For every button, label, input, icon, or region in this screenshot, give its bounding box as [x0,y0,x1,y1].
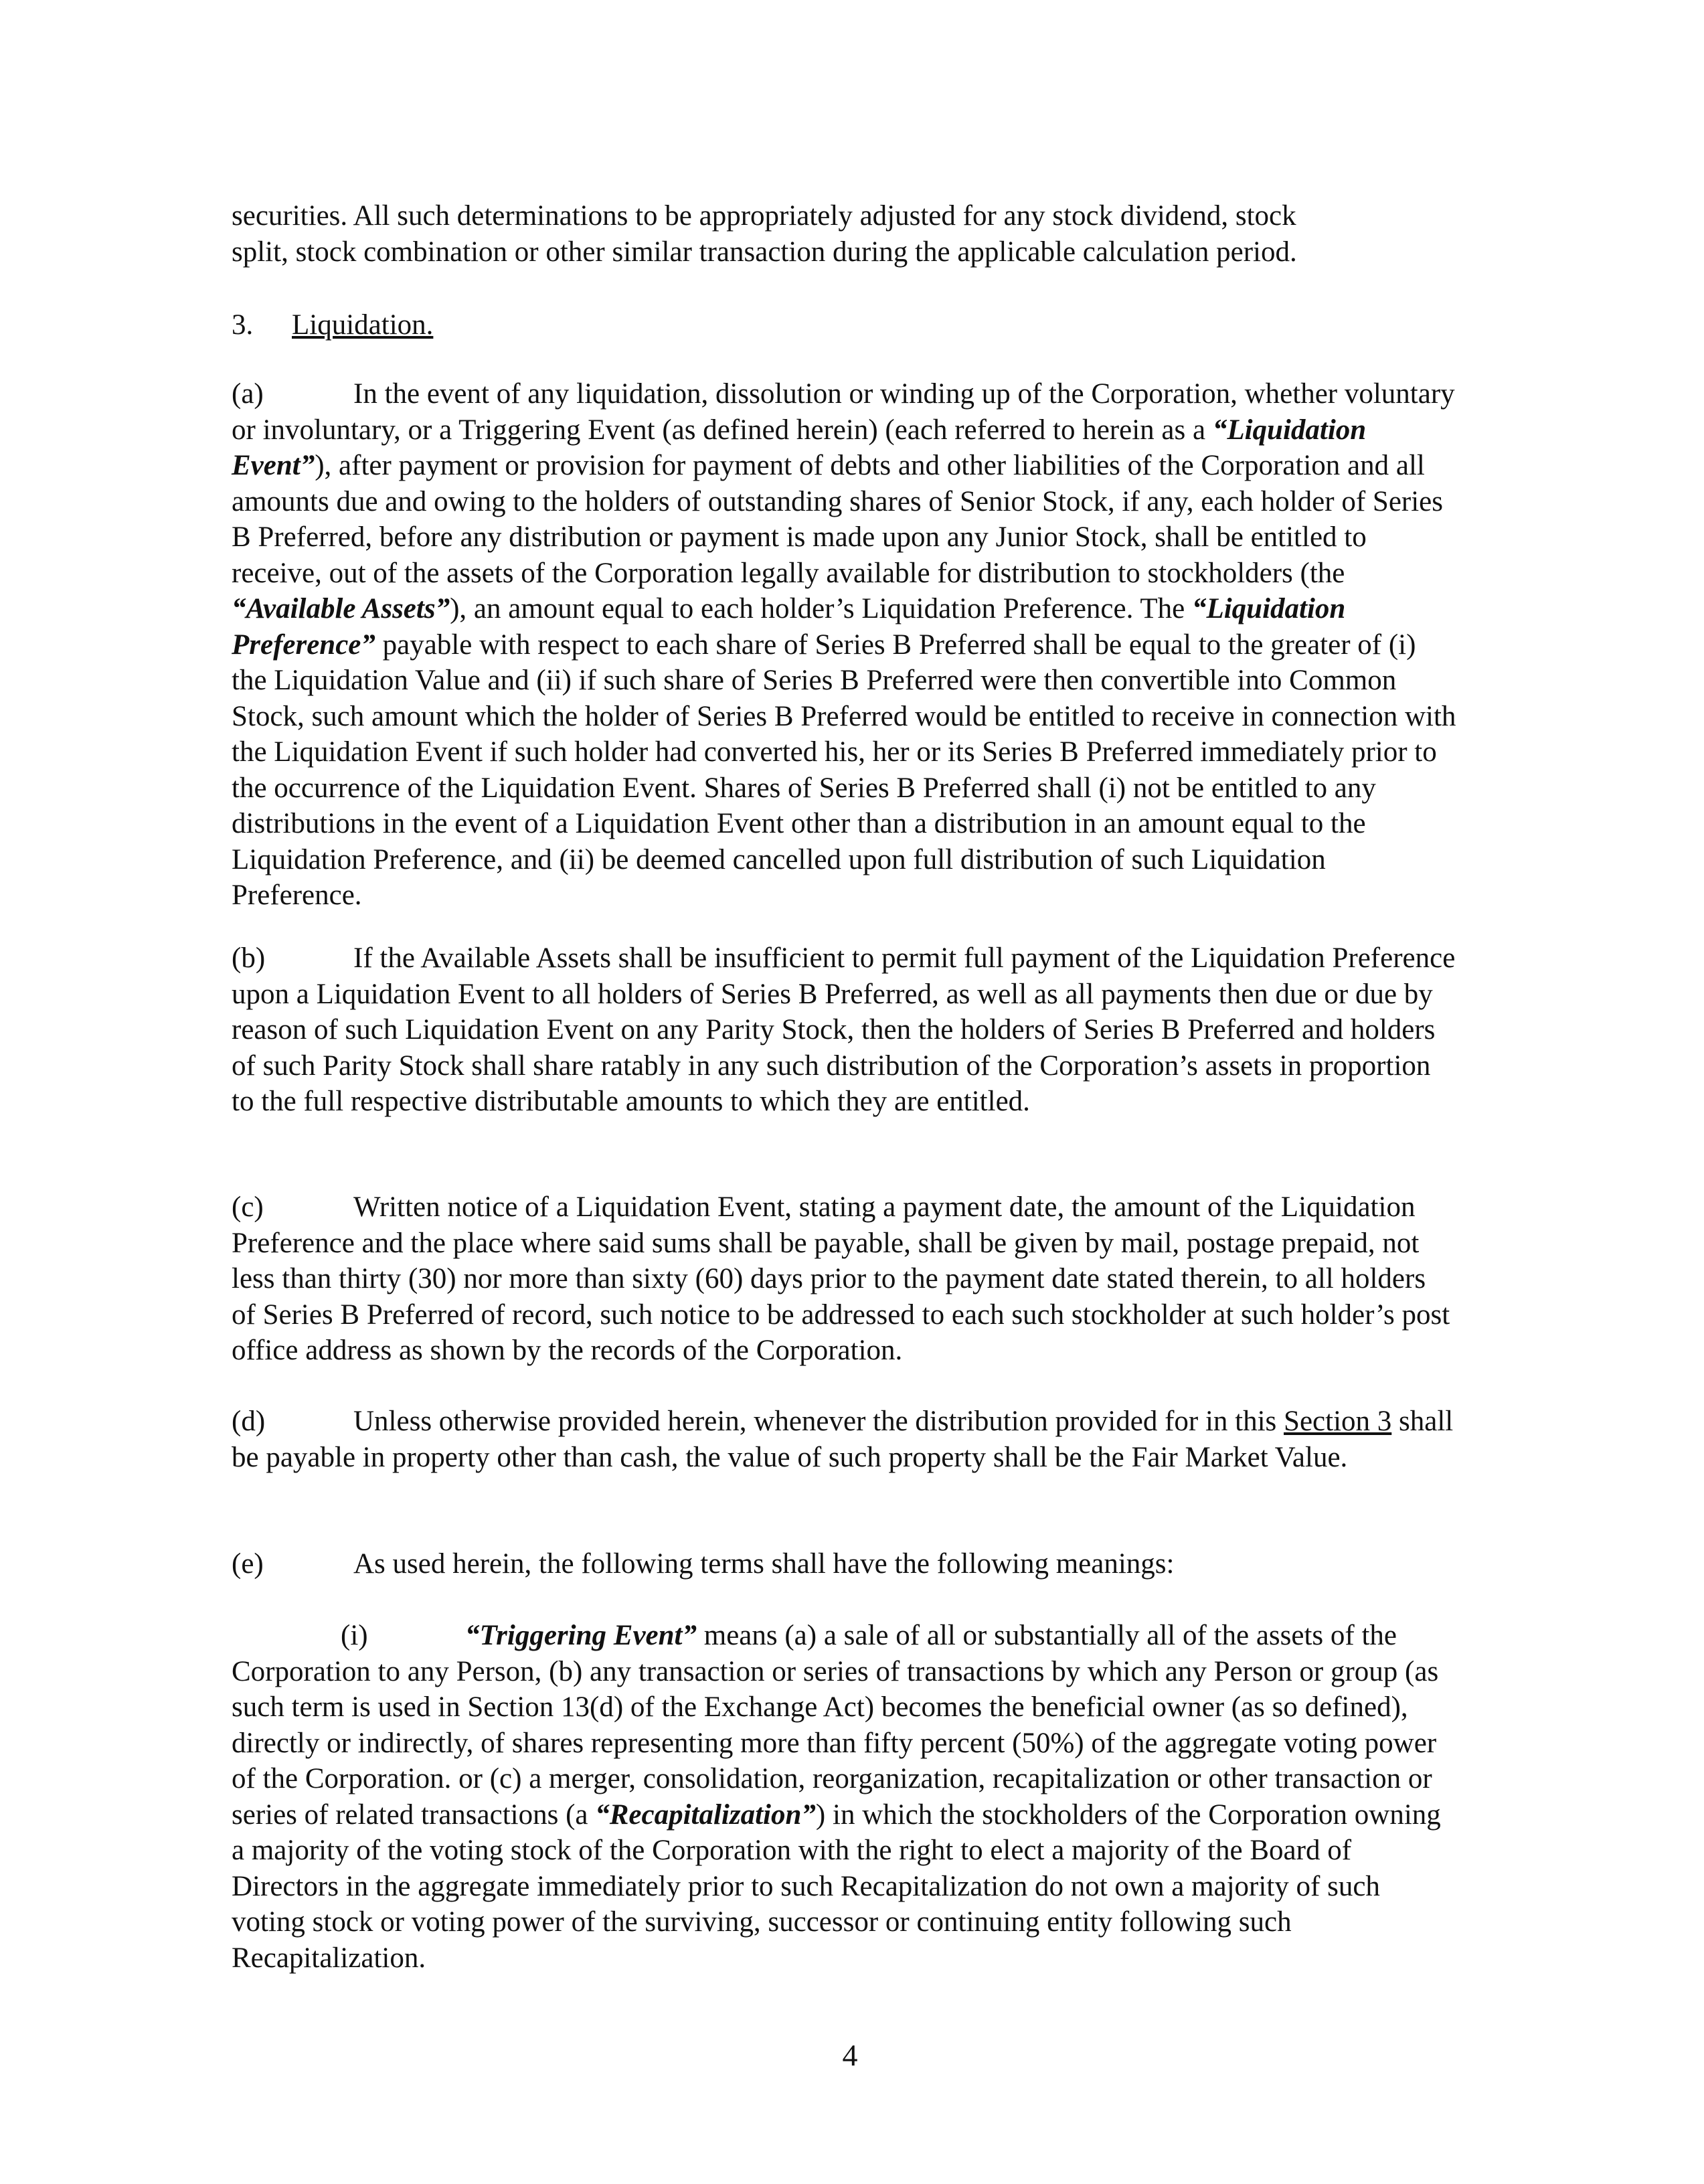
section-3-reference: Section 3 [1284,1406,1392,1437]
paragraph-a-label: (a) [232,378,264,410]
paragraph-a-text-3: ), an amount equal to each holder’s Liquidation Preference. The [450,593,1192,624]
defined-term-liquidation-preference: “Liquidation Preference” [232,593,1346,661]
page-number: 4 [842,2038,858,2072]
defined-term-liquidation-event: “Liquidation Event” [232,414,1367,481]
intro-continuation [232,198,1456,270]
paragraph-e-i-text-2: ) in which the stockholders of the Corporation owning a majority of the voting stock of the Corporation with the right to elect a majority of the Board of Directors in the aggregate immediately prior to such Recapitalization do not own a majority of such voting stock or voting power of the surviving, successor or continuing entity following such Recapitalization. [232,1798,1441,1974]
paragraph-a-text-1: In the event of any liquidation, dissolution or winding up of the Corporation, whether voluntary or involuntary, or a Triggering Event (as defined herein) (each referred to herein as a [232,378,1455,446]
paragraph-c-text: Written notice of a Liquidation Event, stating a payment date, the amount of the Liquidation Preference and the place where said sums shall be payable, shall be given by mail, postage prepaid, not less than thirty (30) nor more than sixty (60) days prior to the payment date stated therein, to all holders of Series B Preferred of record, such notice to be addressed to each such stockholder at such holder’s post office address as shown by the records of the Corporation. [232,1191,1450,1366]
paragraph-d [232,1404,1456,1475]
paragraph-c [232,1189,1456,1369]
paragraph-d-text-1: Unless otherwise provided herein, whenever the distribution provided for in this [353,1406,1284,1437]
section-heading [232,307,1456,343]
paragraph-b [232,940,1456,1120]
paragraph-d-label: (d) [232,1406,266,1437]
paragraph-e-i [232,1618,1456,1976]
paragraph-b-label: (b) [232,942,266,974]
section-title: Liquidation. [292,309,434,341]
intro-line-2: split, stock combination or other similar transaction during the applicable calculation period. [232,236,1297,268]
section-number: 3. [232,309,254,341]
paragraph-b-text: If the Available Assets shall be insufficient to permit full payment of the Liquidation Preference upon a Liquidation Event to all holders of Series B Preferred, as well as all payments then due or due by reason of such Liquidation Event on any Parity Stock, then the holders of Series B Preferred and holders of such Parity Stock shall share ratably in any such distribution of the Corporation’s assets in proportion to the full respective distributable amounts to which they are entitled. [232,942,1456,1117]
defined-term-available-assets: “Available Assets” [232,593,450,624]
paragraph-e [232,1546,1456,1582]
paragraph-a-text-4: payable with respect to each share of Series B Preferred shall be equal to the greater of (i) the Liquidation Value and (ii) if such share of Series B Preferred were then convertible into Common Stock, such amount which the holder of Series B Preferred would be entitled to receive in connection with the Liquidation Event if such holder had converted his, her or its Series B Preferred immediately prior to the occurrence of the Liquidation Event. Shares of Series B Preferred shall (i) not be entitled to any distributions in the event of a Liquidation Event other than a distribution in an amount equal to the Liquidation Preference, and (ii) be deemed cancelled upon full distribution of such Liquidation Preference. [232,628,1456,911]
paragraph-e-i-label: (i) [341,1620,368,1651]
paragraph-e-text: As used herein, the following terms shall have the following meanings: [353,1548,1175,1580]
defined-term-triggering-event: “Triggering Event” [465,1620,697,1651]
intro-line-1: securities. All such determinations to be appropriately adjusted for any stock dividend, stock [232,200,1296,232]
paragraph-e-i-text-1: means (a) a sale of all or substantially all of the assets of the Corporation to any Person, (b) any transaction or series of transactions by which any Person or group (as such term is used in Section 13(d) of the Exchange Act) becomes the beneficial owner (as so defined), directly or indirectly, of shares representing more than fifty percent (50%) of the aggregate voting power of the Corporation. or (c) a merger, consolidation, reorganization, recapitalization or other transaction or series of related transactions (a [232,1620,1439,1831]
paragraph-c-label: (c) [232,1191,264,1223]
paragraph-a [232,376,1456,914]
defined-term-recapitalization: “Recapitalization” [595,1798,816,1831]
paragraph-a-text-2: ), after payment or provision for payment of debts and other liabilities of the Corporation and all amounts due and owing to the holders of outstanding shares of Senior Stock, if any, each holder of Series B Preferred, before any distribution or payment is made upon any Junior Stock, shall be entitled to receive, out of the assets of the Corporation legally available for distribution to stockholders (the [232,450,1443,589]
paragraph-e-label: (e) [232,1548,264,1580]
paragraph-d-text-2: shall be payable in property other than cash, the value of such property shall be the Fair Market Value. [232,1406,1454,1473]
